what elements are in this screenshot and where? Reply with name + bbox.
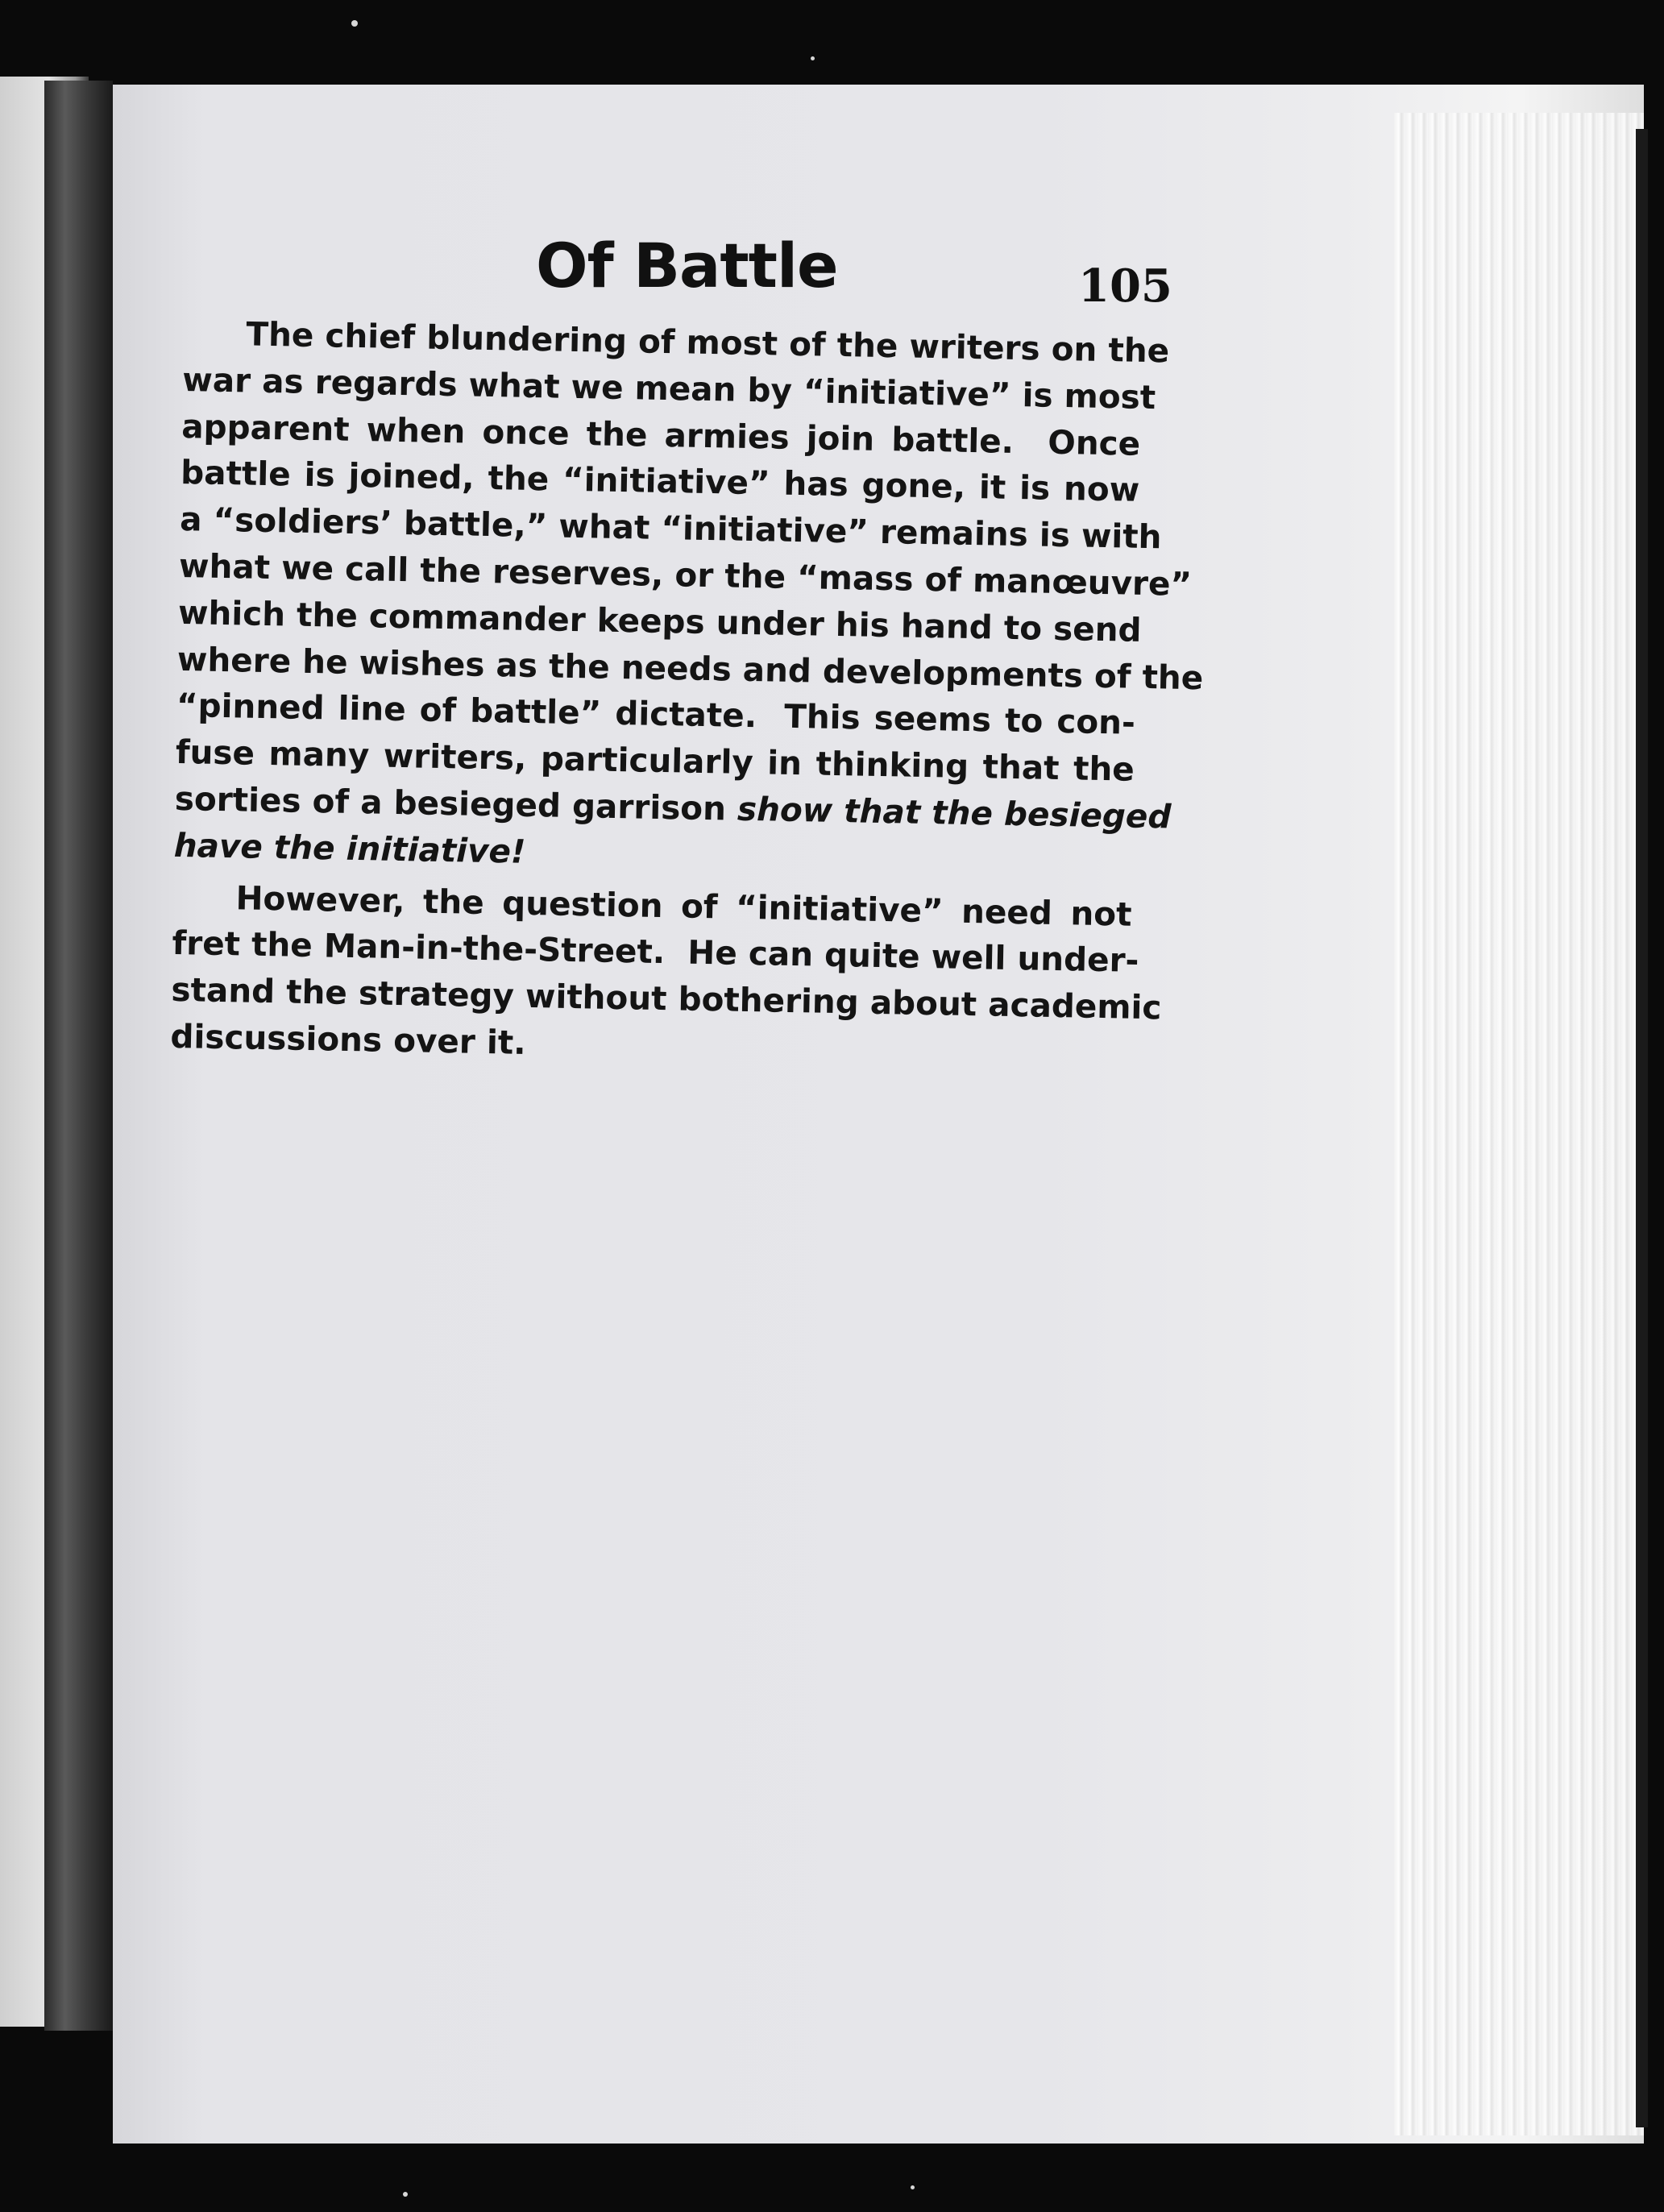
scan-speck: [351, 20, 358, 27]
page-edge-shadow: [1636, 129, 1648, 2127]
page-number: 105: [1078, 259, 1172, 313]
text-line: battle is joined, the “initiative” has gone, it is now: [180, 453, 1140, 510]
text-line: fuse many writers, particularly in thinking that the: [175, 732, 1135, 789]
text-line: which the commander keeps under his hand to send: [177, 592, 1142, 649]
paragraph: [170, 874, 1162, 1077]
italic-text: have the initiative!: [173, 825, 526, 871]
text-line: apparent when once the armies join battle. Once: [181, 406, 1141, 463]
text-line: “pinned line of battle” dictate. This seems to con-: [176, 686, 1136, 743]
text-line: a “soldiers’ battle,” what “initiative” remains is with: [179, 500, 1162, 557]
italic-text: show that the besieged: [737, 789, 1172, 836]
text-line: sorties of a besieged garrison show that the besieged: [174, 778, 1172, 836]
page-edges: [1394, 113, 1644, 2135]
text-line: war as regards what we mean by “initiative” is most: [181, 359, 1156, 417]
text-line: stand the strategy without bothering about academic: [171, 970, 1162, 1027]
text-line: However, the question of “initiative” need not: [235, 878, 1132, 934]
text-line: what we call the reserves, or the “mass of manœuvre”: [178, 546, 1193, 604]
running-head: [185, 226, 1172, 322]
page-title: Of Battle: [536, 230, 838, 301]
text-line: The chief blundering of most of the writers on the: [246, 314, 1170, 371]
book-spine: [44, 81, 113, 2031]
scan-speck: [911, 2185, 915, 2189]
text-line: fret the Man-in-the-Street. He can quite well under-: [172, 923, 1139, 981]
text-line: where he wishes as the needs and developments of the: [176, 639, 1204, 697]
text-line: discussions over it.: [170, 1016, 527, 1062]
scan-speck: [403, 2192, 408, 2197]
scan-speck: [811, 56, 815, 60]
body-text: [170, 310, 1204, 1077]
paragraph: [173, 310, 1204, 886]
